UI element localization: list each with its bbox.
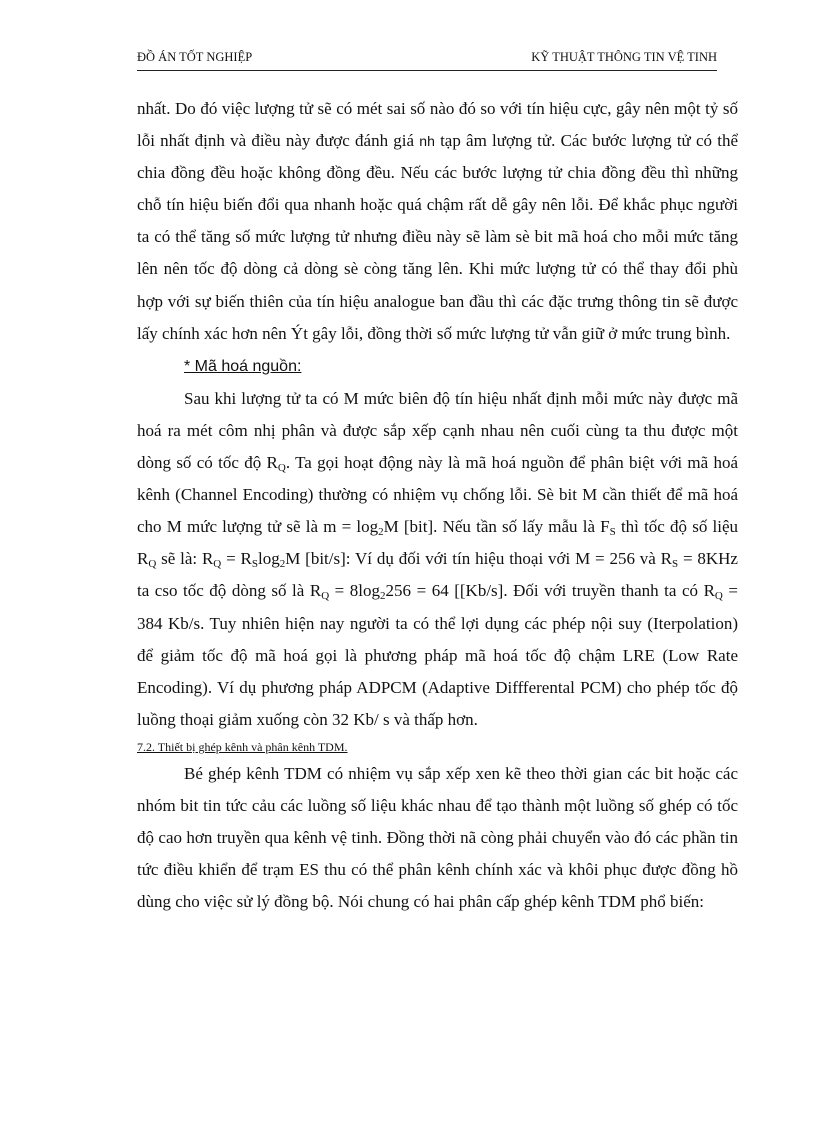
page-body	[137, 93, 738, 918]
header-left-title: ĐỒ ÁN TỐT NGHIỆP	[137, 50, 253, 64]
paragraph-text: = 384 Kb/s. Tuy nhiên hiện nay người ta có thể lợi dụng các phép nội suy (Iterpolation) để giảm tốc độ mã hoá gọi là phương pháp mã hoá tốc độ chậm LRE (Low Rate Encoding). Ví dụ phương pháp ADPCM (Adaptive Diffferental PCM) cho phép tốc độ luồng thoại giảm xuống còn 32 Kb/ s và thấp hơn.	[137, 581, 739, 729]
subscript: S	[251, 558, 258, 571]
paragraph-text: M [bit/s]: Ví dụ đối với tín hiệu thoại với M = 256 và R	[285, 549, 672, 569]
subscript: 2	[279, 558, 286, 571]
subscript: Q	[321, 590, 330, 603]
paragraph-text: 256 = 64 [[Kb/s]. Đối với truyền thanh ta có R	[385, 581, 715, 601]
paragraph-text: nhất. Do đó việc lượng tử sẽ có mét sai số nào đó so với tín hiệu cực, gây nên một tỷ số lỗi nhất định và điều này được đánh giá	[137, 99, 738, 151]
subscript: 2	[380, 590, 386, 603]
subscript: S	[672, 558, 679, 571]
inline-fragment: nh	[419, 133, 435, 150]
paragraph-tdm: Bé ghép kênh TDM có nhiệm vụ sắp xếp xen kẽ theo thời gian các bit hoặc các nhóm bit tin tức cảu các luồng số liệu khác nhau để tạo thành một luồng số ghép có tốc độ cao hơn truyền qua kênh vệ tinh. Đồng thời nã còng phải chuyển vào đó các phần tin tức điều khiển để trạm ES thu có thể phân kênh chính xác và khôi phục được đồng hồ dùng cho việc sử lý đồng bộ. Nói chung có hai phân cấp ghép kênh TDM phổ biến:	[137, 763, 738, 912]
paragraph-text: sẽ là: R	[156, 549, 214, 569]
subscript: Q	[277, 462, 286, 475]
paragraph-source-coding	[137, 383, 738, 736]
paragraph-text: = R	[221, 549, 252, 569]
section-heading-text: 7.2. Thiết bị ghép kênh và phân kênh TDM.	[137, 739, 348, 754]
paragraph-text: log	[257, 549, 280, 569]
paragraph-text: . Ta gọi hoạt động này là mã hoá nguồn để phân biệt với mã hoá kênh (Channel Encoding) thường có nhiệm vụ chống lỗi. Sè bit M cần thiết để mã hoá cho M mức lượng tử sẽ là m = log	[137, 453, 738, 537]
subscript: Q	[213, 558, 222, 571]
paragraph-text: M [bit]. Nếu tần số lấy mẫu là F	[383, 517, 610, 537]
paragraph-text: tạp âm lượng tử. Các bước lượng tử có thể chia đồng đều hoặc không đồng đều. Nếu các bước lượng tử chia đồng đều thì những chỗ tín hiệu biến đổi qua nhanh hoặc quá chậm rất dễ gây nên lỗi. Để khắc phục người ta có thể tăng số mức lượng tử nhưng điều này sẽ làm sè bit mã hoá cho mỗi mức tăng lên nên tốc độ dòng cả dòng sè còng tăng lên. Khi mức lượng tử có thể thay đổi phù hợp với sự biến thiên của tín hiệu analogue ban đầu thì các đặc trưng thông tin sẽ được lấy chính xác hơn nên Ýt gây lỗi, đồng thời số mức lượng tử vẫn giữ ở mức trung bình.	[137, 131, 738, 343]
subscript: Q	[714, 590, 723, 603]
paragraph-text: = 8log	[329, 581, 381, 601]
subscript: 2	[378, 526, 384, 539]
subscript: S	[609, 526, 616, 539]
header-right-title: KỸ THUẬT THÔNG TIN VỆ TINH	[531, 50, 717, 64]
paragraph-text: thì tốc độ số liệu R	[137, 517, 738, 569]
subheading-text: * Mã hoá nguồn:	[184, 357, 302, 375]
paragraph-quantization	[137, 93, 738, 350]
page-header	[137, 46, 717, 71]
subheading-source-coding	[137, 350, 738, 383]
section-heading-tdm	[137, 738, 738, 756]
subscript: Q	[148, 558, 157, 571]
paragraph-text: = 8KHz ta cso tốc độ dòng số là R	[137, 549, 738, 601]
paragraph-text: Sau khi lượng tử ta có M mức biên độ tín hiệu nhất định mỗi mức này được mã hoá ra mét côm nhị phân và được sắp xếp cạnh nhau nên cuối cùng ta thu được một dòng số có tốc độ R	[137, 388, 738, 473]
